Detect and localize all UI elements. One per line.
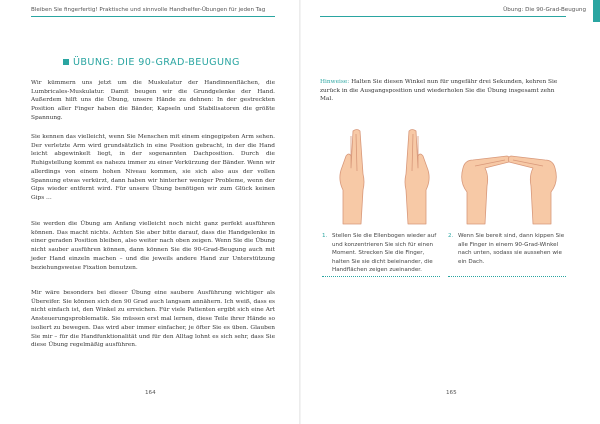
- heading-square-icon: [63, 59, 69, 65]
- chapter-tab: [593, 0, 600, 22]
- step-captions: [322, 232, 566, 280]
- body-paragraph-4: Mir wäre besonders bei dieser Übung eine saubere Ausführung wichtiger als Übereifer. Sie können sich den 90 Grad auch langsam annähern. Ich weiß, dass es nicht einfach ist, den Winkel zu erreichen. Für viele Patienten ergibt sich eine Art Ansteuerungsproblematik. Sie müssen erst mal lernen, diese Teile ihrer Hände so isoliert zu bewegen. Das wird aber immer einfacher, je öfter Sie es üben. Glauben Sie mir – für die Handfunktionalität und für den Alltag lohnt es sich sehr, dass Sie diese Übung regelmäßig ausführen.: [31, 290, 275, 349]
- hint-paragraph: [320, 78, 564, 104]
- hint-label: Hinweise:: [320, 79, 350, 85]
- body-paragraph-3: Sie werden die Übung am Anfang vielleicht noch nicht ganz perfekt ausführen können. Das macht nichts. Achten Sie aber bitte darauf, dass die Handgelenke in einer geraden Position bleiben, also weiter nach oben zeigen. Wenn Sie die Übung nicht sauber ausführen können, dann können Sie die 90-Grad-Beugung auch mit jeder Hand einzeln machen – und die jeweils andere Hand zur Unterstützung beziehungsweise Fixation benutzen.: [31, 221, 275, 271]
- header-rule-right: [320, 16, 566, 17]
- hint-text: Halten Sie diesen Winkel nun für ungefähr drei Sekunden, kehren Sie zurück in die Ausgangsposition und wiederholen Sie die Übung insgesamt zehn Mal.: [320, 79, 558, 103]
- step-number-1: 1.: [322, 233, 328, 239]
- step-text-1: Stellen Sie die Ellenbogen wieder auf und konzentrieren Sie sich für einen Moment. Strecken Sie die Finger, halten Sie sie dicht beieinander, die Handflächen zeigen zueinander.: [332, 233, 437, 273]
- page-number-right: 165: [446, 390, 457, 396]
- hands-upright-illustration: [333, 126, 438, 226]
- hands-roof-illustration: [455, 148, 563, 226]
- step-number-2: 2.: [448, 233, 454, 239]
- section-heading: [63, 57, 240, 68]
- step-caption-2: [448, 232, 566, 277]
- running-head-left: Bleiben Sie fingerfertig! Praktische und sinnvolle Handhelfer-Übungen für jeden Tag: [31, 7, 266, 13]
- body-paragraph-2: Sie kennen das vielleicht, wenn Sie Menschen mit einem eingegipsten Arm sehen. Der verletzte Arm wird grundsätzlich in eine Position gebracht, in der die Hand leicht abgewinkelt liegt, in der sogenannten Dachposition. Durch die Ruhigstellung kommt es nahezu immer zu einer Verkürzung der Bänder. Wenn wir allerdings von einem hohen Niveau kommen, sie sich also aus der vollen Spannung etwas verkürzt, dann haben wir hinterher weniger Probleme, wenn der Gips wieder entfernt wird. Für unsere Übung benötigen wir zum Glück keinen Gips …: [31, 134, 275, 201]
- running-head-right: Übung: Die 90-Grad-Beugung: [503, 7, 586, 13]
- header-rule-left: [31, 16, 275, 17]
- book-gutter: [299, 0, 301, 424]
- body-paragraph-1: Wir kümmern uns jetzt um die Muskulatur der Handinnenflächen, die Lumbricales-Muskulatur. Damit beugen wir die Grundgelenke der Hand. Außerdem hilft uns die Übung, unsere Hände zu dehnen: In der gestreckten Position aller Finger haben die Bänder, Kapseln und Stabilisatoren die größte Spannung.: [31, 80, 275, 121]
- section-heading-text: ÜBUNG: DIE 90-GRAD-BEUGUNG: [73, 57, 240, 68]
- step-text-2: Wenn Sie bereit sind, dann kippen Sie alle Finger in einem 90-Grad-Winkel nach unten, sodass sie aussehen wie ein Dach.: [458, 233, 565, 265]
- step-caption-1: [322, 232, 440, 277]
- page-number-left: 164: [145, 390, 156, 396]
